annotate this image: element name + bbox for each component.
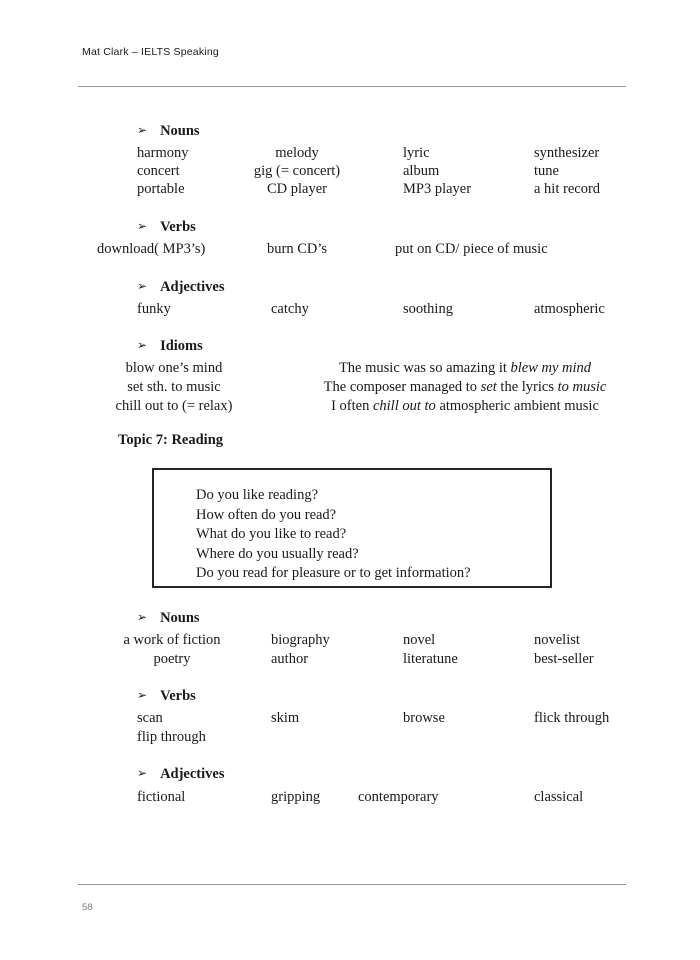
- heading-music-idioms: [137, 339, 203, 354]
- heading-label: Verbs: [160, 688, 196, 704]
- question-box: [152, 468, 552, 588]
- word-cell: skim: [271, 710, 300, 726]
- word-row: [0, 143, 700, 163]
- word-cell: contemporary: [358, 789, 439, 805]
- heading-music-adjectives: [137, 280, 224, 295]
- word-cell: flip through: [137, 729, 206, 745]
- word-cell: browse: [403, 710, 445, 726]
- word-cell: portable: [137, 181, 185, 197]
- question-item: Do you like reading?: [196, 487, 319, 503]
- word-cell: soothing: [403, 301, 453, 317]
- word-cell: atmospheric: [534, 301, 605, 317]
- word-cell: scan: [137, 710, 163, 726]
- word-cell: download( MP3’s): [97, 241, 206, 257]
- idiom-phrase: blow one’s mind: [125, 360, 223, 376]
- idiom-phrase: set sth. to music: [127, 379, 221, 395]
- heading-label: Adjectives: [160, 279, 225, 295]
- word-cell: poetry: [153, 651, 191, 667]
- word-cell: fictional: [137, 789, 186, 805]
- word-cell: melody: [275, 145, 319, 161]
- heading-music-nouns: [137, 124, 200, 139]
- heading-label: Nouns: [160, 610, 200, 626]
- word-row: [0, 787, 700, 807]
- heading-label: Nouns: [160, 123, 200, 139]
- page-number: 58: [82, 902, 93, 913]
- running-header: Mat Clark – IELTS Speaking: [82, 46, 219, 58]
- question-item: Where do you usually read?: [196, 545, 359, 562]
- word-cell: tune: [534, 163, 559, 179]
- heading-label: Verbs: [160, 219, 196, 235]
- word-row: [0, 179, 700, 199]
- word-cell: author: [271, 651, 309, 667]
- word-cell: classical: [534, 789, 584, 805]
- heading-music-verbs: [137, 220, 196, 235]
- word-cell: biography: [271, 632, 330, 648]
- word-cell: MP3 player: [403, 181, 472, 197]
- footer-rule: [78, 884, 626, 885]
- arrow-bullet-icon: ➢: [137, 688, 148, 702]
- question-item: What do you like to read?: [196, 526, 347, 542]
- word-row: [0, 299, 700, 319]
- heading-reading-nouns: [137, 611, 200, 626]
- idiom-text: The composer managed to: [323, 379, 481, 395]
- word-row: [0, 630, 700, 650]
- heading-label: Idioms: [160, 338, 203, 354]
- arrow-bullet-icon: ➢: [137, 610, 148, 624]
- word-cell: funky: [137, 301, 171, 317]
- arrow-bullet-icon: ➢: [137, 279, 148, 293]
- word-cell: put on CD/ piece of music: [395, 241, 548, 257]
- topic-heading: Topic 7: Reading: [118, 432, 224, 448]
- idiom-text: I often: [331, 398, 373, 414]
- heading-reading-verbs: [137, 689, 196, 704]
- idiom-text-italic: set: [480, 379, 497, 395]
- idiom-text-italic: blew my mind: [510, 360, 592, 376]
- word-cell: best-seller: [534, 651, 594, 667]
- word-cell: gripping: [271, 789, 321, 805]
- header-rule: [78, 86, 626, 87]
- question-item: Do you read for pleasure or to get information?: [196, 565, 471, 581]
- idiom-text-italic: chill out to: [372, 398, 436, 414]
- word-cell: catchy: [271, 301, 309, 317]
- question-item: How often do you read?: [196, 506, 337, 523]
- arrow-bullet-icon: ➢: [137, 219, 148, 233]
- arrow-bullet-icon: ➢: [137, 338, 148, 352]
- idiom-row: [0, 358, 700, 378]
- word-cell: album: [403, 163, 440, 179]
- idiom-text: the lyrics: [496, 379, 558, 395]
- idiom-text-italic: to music: [557, 379, 607, 395]
- word-cell: novelist: [534, 632, 580, 648]
- idiom-example: [275, 396, 655, 416]
- word-cell: literatune: [403, 651, 458, 667]
- word-cell: a work of fiction: [123, 632, 221, 648]
- word-cell: synthesizer: [534, 145, 600, 161]
- word-cell: burn CD’s: [267, 241, 328, 257]
- word-cell: harmony: [137, 145, 189, 161]
- arrow-bullet-icon: ➢: [137, 766, 148, 780]
- word-cell: concert: [137, 163, 180, 179]
- question-list: [154, 470, 550, 584]
- idiom-phrase: chill out to (= relax): [115, 398, 233, 414]
- idiom-row: [0, 396, 700, 416]
- word-cell: flick through: [534, 710, 610, 726]
- word-row: [0, 161, 700, 181]
- idiom-example: [275, 358, 655, 378]
- idiom-row: [0, 377, 700, 397]
- arrow-bullet-icon: ➢: [137, 123, 148, 137]
- heading-reading-adjectives: [137, 767, 224, 782]
- word-cell: CD player: [267, 181, 327, 197]
- word-cell: gig (= concert): [253, 163, 341, 179]
- idiom-text: atmospheric ambient music: [435, 398, 599, 414]
- word-cell: novel: [403, 632, 436, 648]
- idiom-text: The music was so amazing it: [338, 360, 511, 376]
- word-row: [0, 708, 700, 728]
- word-cell: a hit record: [534, 181, 601, 197]
- word-row: [0, 239, 700, 259]
- heading-label: Adjectives: [160, 766, 225, 782]
- idiom-example: [275, 377, 655, 397]
- word-row: [0, 649, 700, 669]
- word-cell: lyric: [403, 145, 430, 161]
- word-row: [0, 727, 700, 747]
